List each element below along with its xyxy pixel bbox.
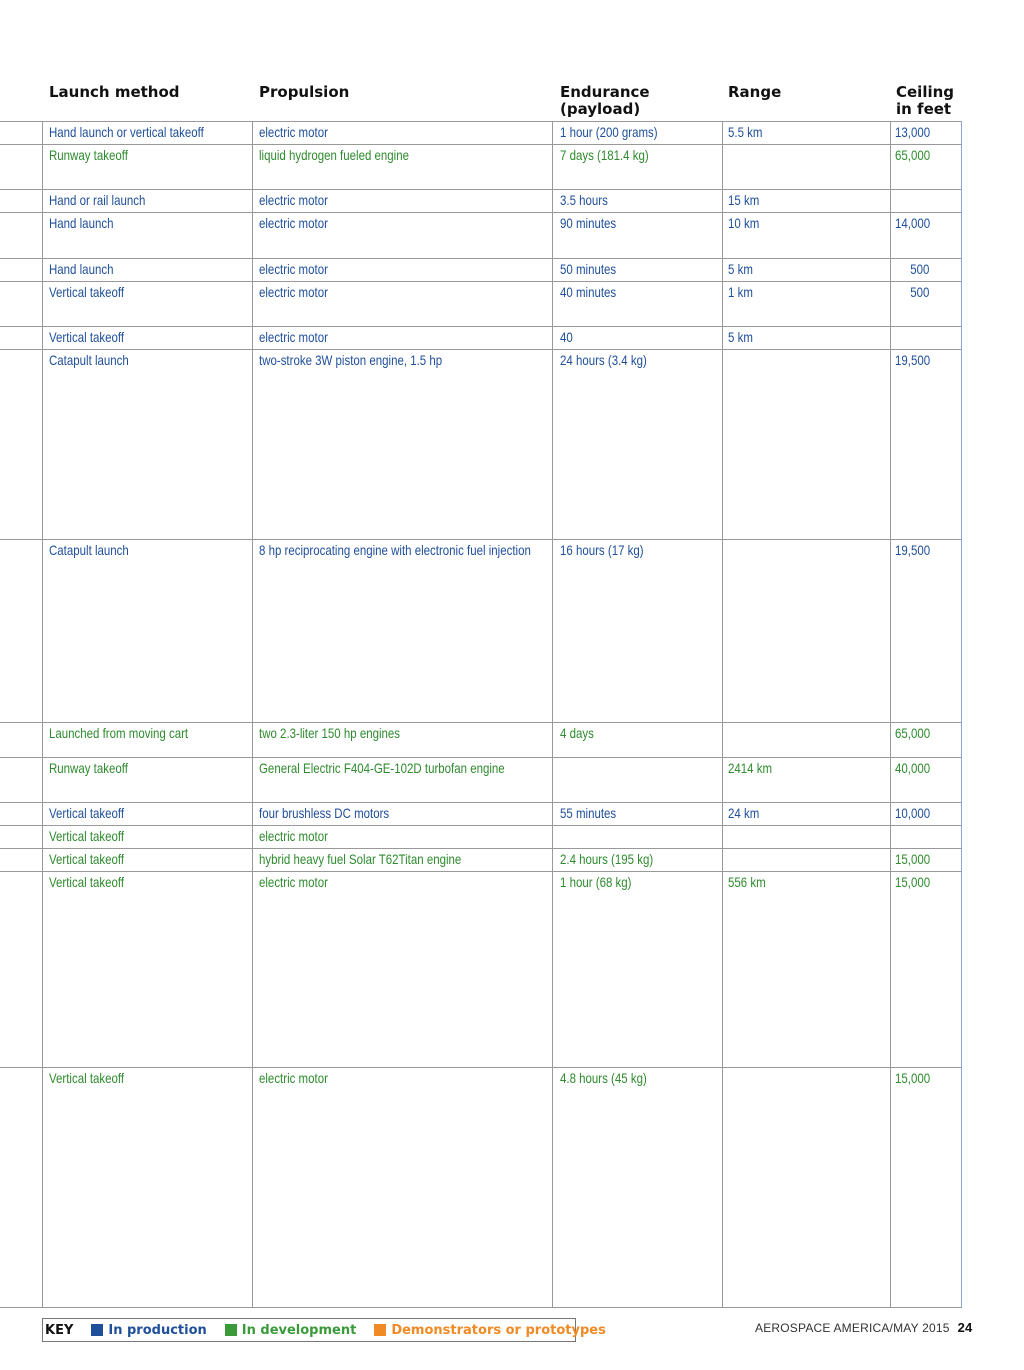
row-divider xyxy=(0,349,962,350)
cell-propulsion: electric motor xyxy=(259,828,328,844)
cell-propulsion: electric motor xyxy=(259,215,328,231)
header-propulsion: Propulsion xyxy=(259,83,350,101)
cell-ceiling: 65,000 xyxy=(895,725,931,741)
column-divider xyxy=(252,121,253,1307)
header-ceiling-line1: Ceiling xyxy=(896,83,955,101)
cell-ceiling: 15,000 xyxy=(895,851,931,867)
cell-range: 10 km xyxy=(728,215,760,231)
cell-endurance: 1 hour (68 kg) xyxy=(560,874,632,890)
legend-key xyxy=(42,1318,606,1342)
legend-demonstrators xyxy=(374,1323,606,1338)
in-development-swatch xyxy=(225,1324,237,1336)
cell-launch: Runway takeoff xyxy=(49,760,128,776)
cell-range: 24 km xyxy=(728,805,760,821)
cell-endurance: 16 hours (17 kg) xyxy=(560,542,644,558)
cell-endurance: 55 minutes xyxy=(560,805,617,821)
row-divider xyxy=(0,144,962,145)
header-endurance-line2: (payload) xyxy=(560,100,641,118)
cell-endurance: 40 minutes xyxy=(560,284,617,300)
legend-in-production xyxy=(91,1323,206,1338)
cell-endurance: 7 days (181.4 kg) xyxy=(560,147,649,163)
cell-endurance: 4 days xyxy=(560,725,594,741)
cell-propulsion: electric motor xyxy=(259,192,328,208)
row-divider xyxy=(0,258,962,259)
cell-range: 1 km xyxy=(728,284,753,300)
legend-in-development xyxy=(225,1323,357,1338)
cell-ceiling: 10,000 xyxy=(895,805,931,821)
legend-title: KEY xyxy=(45,1322,74,1338)
cell-ceiling: 65,000 xyxy=(895,147,931,163)
header-ceiling-line2: in feet xyxy=(896,100,952,118)
cell-endurance: 40 xyxy=(560,329,573,345)
row-divider xyxy=(0,189,962,190)
cell-launch: Hand launch or vertical takeoff xyxy=(49,124,204,140)
cell-range: 5.5 km xyxy=(728,124,763,140)
cell-range: 5 km xyxy=(728,261,753,277)
cell-propulsion: 8 hp reciprocating engine with electronic fuel injection xyxy=(259,542,531,558)
publication-name: AEROSPACE AMERICA/MAY 2015 xyxy=(755,1321,950,1335)
cell-ceiling: 19,500 xyxy=(895,352,931,368)
legend-in-production-label: In production xyxy=(108,1322,207,1338)
cell-propulsion: two-stroke 3W piston engine, 1.5 hp xyxy=(259,352,443,368)
row-divider xyxy=(0,281,962,282)
table-right-border xyxy=(961,121,962,1307)
cell-propulsion: General Electric F404-GE-102D turbofan engine xyxy=(259,760,505,776)
cell-ceiling: 15,000 xyxy=(895,1070,931,1086)
cell-propulsion: electric motor xyxy=(259,874,328,890)
legend-in-development-label: In development xyxy=(241,1322,357,1338)
row-divider xyxy=(0,848,962,849)
header-ceiling xyxy=(896,84,954,118)
cell-endurance: 90 minutes xyxy=(560,215,617,231)
cell-propulsion: four brushless DC motors xyxy=(259,805,390,821)
header-endurance-line1: Endurance xyxy=(560,83,650,101)
page-number: 24 xyxy=(957,1320,973,1335)
cell-range: 15 km xyxy=(728,192,760,208)
column-divider xyxy=(42,121,43,1307)
cell-range: 556 km xyxy=(728,874,766,890)
cell-endurance: 24 hours (3.4 kg) xyxy=(560,352,647,368)
cell-launch: Catapult launch xyxy=(49,352,129,368)
cell-launch: Vertical takeoff xyxy=(49,828,125,844)
cell-propulsion: liquid hydrogen fueled engine xyxy=(259,147,410,163)
cell-endurance: 3.5 hours xyxy=(560,192,608,208)
row-divider xyxy=(0,871,962,872)
header-endurance xyxy=(560,84,650,118)
cell-launch: Catapult launch xyxy=(49,542,129,558)
cell-endurance: 1 hour (200 grams) xyxy=(560,124,658,140)
cell-ceiling: 40,000 xyxy=(895,760,931,776)
cell-ceiling: 500 xyxy=(909,284,929,300)
cell-launch: Vertical takeoff xyxy=(49,1070,125,1086)
cell-propulsion: electric motor xyxy=(259,284,328,300)
cell-launch: Vertical takeoff xyxy=(49,874,125,890)
cell-propulsion: two 2.3-liter 150 hp engines xyxy=(259,725,401,741)
cell-launch: Vertical takeoff xyxy=(49,805,125,821)
column-divider xyxy=(890,121,891,1307)
cell-launch: Vertical takeoff xyxy=(49,284,125,300)
row-divider xyxy=(0,1307,962,1308)
cell-propulsion: electric motor xyxy=(259,329,328,345)
cell-endurance: 50 minutes xyxy=(560,261,617,277)
cell-launch: Vertical takeoff xyxy=(49,329,125,345)
in-production-swatch xyxy=(91,1324,103,1336)
row-divider xyxy=(0,757,962,758)
row-divider xyxy=(0,539,962,540)
cell-ceiling: 500 xyxy=(909,261,929,277)
row-divider xyxy=(0,825,962,826)
cell-range: 5 km xyxy=(728,329,753,345)
demonstrators-swatch xyxy=(374,1324,386,1336)
cell-launch: Launched from moving cart xyxy=(49,725,189,741)
cell-propulsion: hybrid heavy fuel Solar T62Titan engine xyxy=(259,851,462,867)
column-divider xyxy=(552,121,553,1307)
row-divider xyxy=(0,121,962,122)
row-divider xyxy=(0,212,962,213)
cell-ceiling: 15,000 xyxy=(895,874,931,890)
cell-range: 2414 km xyxy=(728,760,773,776)
legend-demonstrators-label: Demonstrators or prototypes xyxy=(391,1322,606,1338)
cell-launch: Runway takeoff xyxy=(49,147,128,163)
cell-launch: Hand launch xyxy=(49,215,114,231)
cell-ceiling: 14,000 xyxy=(895,215,931,231)
page-footer xyxy=(755,1320,972,1335)
cell-launch: Hand or rail launch xyxy=(49,192,146,208)
cell-endurance: 2.4 hours (195 kg) xyxy=(560,851,654,867)
row-divider xyxy=(0,802,962,803)
header-range: Range xyxy=(728,83,782,101)
header-launch-method: Launch method xyxy=(49,83,180,101)
cell-propulsion: electric motor xyxy=(259,261,328,277)
cell-launch: Vertical takeoff xyxy=(49,851,125,867)
cell-ceiling: 19,500 xyxy=(895,542,931,558)
row-divider xyxy=(0,326,962,327)
row-divider xyxy=(0,1067,962,1068)
cell-endurance: 4.8 hours (45 kg) xyxy=(560,1070,647,1086)
cell-propulsion: electric motor xyxy=(259,1070,328,1086)
cell-launch: Hand launch xyxy=(49,261,114,277)
cell-propulsion: electric motor xyxy=(259,124,328,140)
column-divider xyxy=(722,121,723,1307)
cell-ceiling: 13,000 xyxy=(895,124,931,140)
row-divider xyxy=(0,722,962,723)
